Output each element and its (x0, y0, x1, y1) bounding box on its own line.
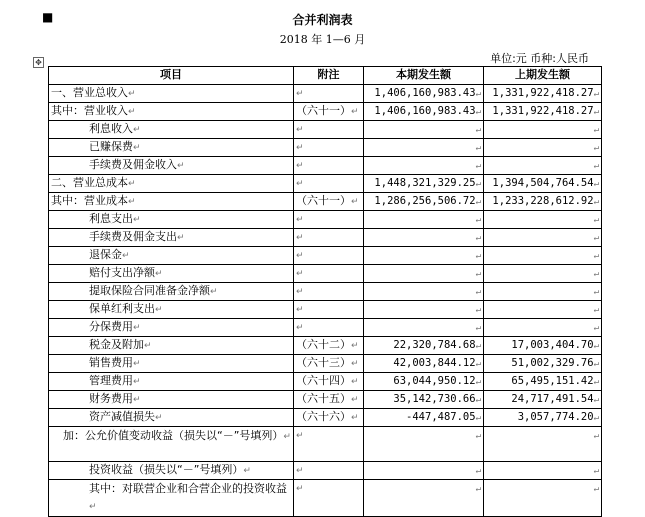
table-header-row (49, 67, 602, 85)
row-current-amount-cell[interactable] (364, 373, 484, 391)
paragraph-mark-icon: ↵ (351, 395, 359, 405)
row-item-cell[interactable] (49, 373, 294, 391)
cell-text: 税金及附加 (89, 338, 144, 351)
cell-text: 1,394,504,764.54 (492, 177, 594, 189)
paragraph-mark-icon: ↵ (155, 269, 163, 279)
row-note-cell[interactable] (294, 157, 364, 175)
row-item-cell[interactable] (49, 391, 294, 409)
table-row (49, 175, 602, 193)
paragraph-mark-icon: ↵ (155, 305, 163, 315)
paragraph-mark-icon: ↵ (475, 125, 481, 135)
cell-text: 其中：营业成本 (51, 194, 128, 207)
row-prior-amount-cell[interactable] (484, 211, 602, 229)
cell-text: （六十四） (296, 374, 351, 387)
income-statement-table (48, 66, 602, 517)
row-item-cell[interactable] (49, 175, 294, 193)
row-prior-amount-cell[interactable] (484, 409, 602, 427)
row-note-cell[interactable] (294, 103, 364, 121)
row-item-cell[interactable] (49, 355, 294, 373)
paragraph-mark-icon: ↵ (296, 484, 304, 494)
paragraph-mark-icon: ↵ (593, 359, 599, 369)
paragraph-mark-icon: ↵ (475, 269, 481, 279)
paragraph-mark-icon: ↵ (593, 484, 599, 494)
row-note-cell[interactable] (294, 373, 364, 391)
row-item-cell[interactable] (49, 462, 294, 480)
paragraph-mark-icon: ↵ (133, 323, 141, 333)
row-prior-amount-cell[interactable] (484, 462, 602, 480)
paragraph-mark-icon: ↵ (128, 197, 136, 207)
paragraph-mark-icon: ↵ (475, 341, 481, 351)
paragraph-mark-icon: ↵ (475, 251, 481, 261)
row-item-cell[interactable] (49, 121, 294, 139)
row-current-amount-cell[interactable] (364, 283, 484, 301)
paragraph-mark-icon: ↵ (155, 413, 163, 423)
header-item: 项目 (49, 67, 294, 85)
paragraph-mark-icon: ↵ (351, 359, 359, 369)
table-row (49, 355, 602, 373)
cell-text: 35,142,730.66 (393, 393, 476, 405)
paragraph-mark-icon: ↵ (475, 143, 481, 153)
row-prior-amount-cell[interactable] (484, 337, 602, 355)
table-row (49, 337, 602, 355)
cell-text: 资产减值损失 (89, 410, 155, 423)
paragraph-mark-icon: ↵ (296, 287, 304, 297)
table-row (49, 103, 602, 121)
table-row (49, 301, 602, 319)
paragraph-mark-icon: ↵ (243, 466, 251, 476)
paragraph-mark-icon: ↵ (593, 269, 599, 279)
table-row (49, 247, 602, 265)
paragraph-mark-icon: ↵ (296, 143, 304, 153)
paragraph-mark-icon: ↵ (210, 287, 218, 297)
row-prior-amount-cell[interactable] (484, 175, 602, 193)
row-current-amount-cell[interactable] (364, 391, 484, 409)
paragraph-mark-icon: ↵ (128, 107, 136, 117)
paragraph-mark-icon: ↵ (177, 161, 185, 171)
paragraph-mark-icon: ↵ (475, 107, 481, 117)
table-row (49, 373, 602, 391)
paragraph-mark-icon: ↵ (593, 251, 599, 261)
table-move-handle-icon[interactable]: ✥ (33, 57, 44, 68)
paragraph-mark-icon: ↵ (133, 143, 141, 153)
cell-text: 二、营业总成本 (51, 176, 128, 189)
row-item-cell[interactable] (49, 139, 294, 157)
cell-text: （六十三） (296, 356, 351, 369)
table-body (49, 85, 602, 517)
row-item-cell[interactable] (49, 85, 294, 103)
row-current-amount-cell[interactable] (364, 462, 484, 480)
paragraph-mark-icon: ↵ (144, 341, 152, 351)
bullet-icon: ■ (42, 10, 54, 24)
cell-text: -447,487.05 (406, 411, 476, 423)
row-prior-amount-cell[interactable] (484, 427, 602, 462)
cell-text: 利息支出 (89, 212, 133, 225)
row-prior-amount-cell[interactable] (484, 391, 602, 409)
row-prior-amount-cell[interactable] (484, 121, 602, 139)
row-current-amount-cell[interactable] (364, 121, 484, 139)
cell-text: （六十五） (296, 392, 351, 405)
paragraph-mark-icon: ↵ (296, 466, 304, 476)
row-current-amount-cell[interactable] (364, 193, 484, 211)
row-prior-amount-cell[interactable] (484, 373, 602, 391)
row-current-amount-cell[interactable] (364, 229, 484, 247)
row-note-cell[interactable] (294, 391, 364, 409)
paragraph-mark-icon: ↵ (89, 502, 97, 512)
paragraph-mark-icon: ↵ (593, 143, 599, 153)
row-current-amount-cell[interactable] (364, 409, 484, 427)
header-prior-period: 上期发生额 (484, 67, 602, 85)
paragraph-mark-icon: ↵ (475, 323, 481, 333)
row-note-cell[interactable] (294, 480, 364, 517)
cell-text: 其中：营业收入 (51, 104, 128, 117)
cell-text: 销售费用 (89, 356, 133, 369)
cell-text: 1,331,922,418.27 (492, 105, 594, 117)
paragraph-mark-icon: ↵ (475, 287, 481, 297)
report-period: 2018 年 1—6 月 (279, 33, 366, 46)
row-note-cell[interactable] (294, 247, 364, 265)
row-prior-amount-cell[interactable] (484, 229, 602, 247)
paragraph-mark-icon: ↵ (593, 395, 599, 405)
row-prior-amount-cell[interactable] (484, 265, 602, 283)
row-note-cell[interactable] (294, 301, 364, 319)
table-row (49, 139, 602, 157)
row-current-amount-cell[interactable] (364, 103, 484, 121)
paragraph-mark-icon: ↵ (296, 323, 304, 333)
cell-text: 投资收益（损失以“－”号填列） (89, 463, 244, 476)
row-current-amount-cell[interactable] (364, 211, 484, 229)
cell-text: 提取保险合同准备金净额 (89, 284, 210, 297)
paragraph-mark-icon: ↵ (133, 377, 141, 387)
paragraph-mark-icon: ↵ (296, 161, 304, 171)
paragraph-mark-icon: ↵ (593, 125, 599, 135)
paragraph-mark-icon: ↵ (593, 466, 599, 476)
table-row (49, 427, 602, 462)
paragraph-mark-icon: ↵ (296, 179, 304, 189)
paragraph-mark-icon: ↵ (128, 89, 136, 99)
paragraph-mark-icon: ↵ (593, 431, 599, 441)
row-prior-amount-cell[interactable] (484, 139, 602, 157)
row-note-cell[interactable] (294, 85, 364, 103)
cell-text: 63,044,950.12 (393, 375, 476, 387)
row-prior-amount-cell[interactable] (484, 301, 602, 319)
paragraph-mark-icon: ↵ (475, 413, 481, 423)
row-current-amount-cell[interactable] (364, 139, 484, 157)
paragraph-mark-icon: ↵ (351, 341, 359, 351)
table-row (49, 265, 602, 283)
cell-text: 已赚保费 (89, 140, 133, 153)
paragraph-mark-icon: ↵ (593, 413, 599, 423)
report-title: 合并利润表 (292, 13, 353, 27)
row-current-amount-cell[interactable] (364, 319, 484, 337)
paragraph-mark-icon: ↵ (296, 215, 304, 225)
paragraph-mark-icon: ↵ (475, 377, 481, 387)
cell-text: 保单红利支出 (89, 302, 155, 315)
cell-text: 利息收入 (89, 122, 133, 135)
paragraph-mark-icon: ↵ (475, 359, 481, 369)
paragraph-mark-icon: ↵ (283, 432, 291, 442)
paragraph-mark-icon: ↵ (593, 323, 599, 333)
row-note-cell[interactable] (294, 319, 364, 337)
cell-text: 1,406,160,983.43 (374, 105, 476, 117)
cell-text: 加：公允价值变动收益（损失以“－”号填列） (63, 429, 284, 442)
cell-text: 65,495,151.42 (511, 375, 594, 387)
cell-text: 1,331,922,418.27 (492, 87, 594, 99)
row-current-amount-cell[interactable] (364, 301, 484, 319)
paragraph-mark-icon: ↵ (593, 107, 599, 117)
row-item-cell[interactable] (49, 409, 294, 427)
row-current-amount-cell[interactable] (364, 157, 484, 175)
paragraph-mark-icon: ↵ (593, 197, 599, 207)
paragraph-mark-icon: ↵ (296, 89, 304, 99)
row-item-cell[interactable] (49, 337, 294, 355)
paragraph-mark-icon: ↵ (351, 197, 359, 207)
row-item-cell[interactable] (49, 265, 294, 283)
row-note-cell[interactable] (294, 427, 364, 462)
cell-text: 其中：对联营企业和合营企业的投资收益 (89, 482, 287, 495)
row-note-cell[interactable] (294, 139, 364, 157)
header-current-period: 本期发生额 (364, 67, 484, 85)
paragraph-mark-icon: ↵ (593, 161, 599, 171)
row-item-cell[interactable] (49, 319, 294, 337)
paragraph-mark-icon: ↵ (296, 269, 304, 279)
paragraph-mark-icon: ↵ (475, 161, 481, 171)
cell-text: 17,003,404.70 (511, 339, 594, 351)
cell-text: 3,057,774.20 (517, 411, 594, 423)
paragraph-mark-icon: ↵ (133, 125, 141, 135)
table-row (49, 319, 602, 337)
row-prior-amount-cell[interactable] (484, 319, 602, 337)
row-note-cell[interactable] (294, 462, 364, 480)
paragraph-mark-icon: ↵ (296, 233, 304, 243)
cell-text: 手续费及佣金收入 (89, 158, 177, 171)
row-prior-amount-cell[interactable] (484, 85, 602, 103)
paragraph-mark-icon: ↵ (128, 179, 136, 189)
paragraph-mark-icon: ↵ (593, 233, 599, 243)
cell-text: （六十一） (296, 104, 351, 117)
row-item-cell[interactable] (49, 193, 294, 211)
paragraph-mark-icon: ↵ (133, 395, 141, 405)
row-prior-amount-cell[interactable] (484, 103, 602, 121)
cell-text: 1,233,228,612.92 (492, 195, 594, 207)
paragraph-mark-icon: ↵ (475, 466, 481, 476)
row-note-cell[interactable] (294, 283, 364, 301)
row-note-cell[interactable] (294, 265, 364, 283)
paragraph-mark-icon: ↵ (475, 233, 481, 243)
row-item-cell[interactable] (49, 103, 294, 121)
table-row (49, 391, 602, 409)
table-row (49, 193, 602, 211)
header-note: 附注 (294, 67, 364, 85)
row-item-cell[interactable] (49, 229, 294, 247)
row-current-amount-cell[interactable] (364, 355, 484, 373)
row-note-cell[interactable] (294, 229, 364, 247)
paragraph-mark-icon: ↵ (133, 215, 141, 225)
row-item-cell[interactable] (49, 301, 294, 319)
row-note-cell[interactable] (294, 175, 364, 193)
row-item-cell[interactable] (49, 480, 294, 517)
paragraph-mark-icon: ↵ (122, 251, 130, 261)
row-item-cell[interactable] (49, 157, 294, 175)
cell-text: 24,717,491.54 (511, 393, 594, 405)
table-row (49, 409, 602, 427)
row-current-amount-cell[interactable] (364, 85, 484, 103)
row-current-amount-cell[interactable] (364, 265, 484, 283)
paragraph-mark-icon: ↵ (296, 431, 304, 441)
paragraph-mark-icon: ↵ (593, 341, 599, 351)
row-prior-amount-cell[interactable] (484, 480, 602, 517)
cell-text: 42,003,844.12 (393, 357, 476, 369)
table-row (49, 211, 602, 229)
paragraph-mark-icon: ↵ (475, 179, 481, 189)
cell-text: 手续费及佣金支出 (89, 230, 177, 243)
cell-text: 分保费用 (89, 320, 133, 333)
paragraph-mark-icon: ↵ (475, 215, 481, 225)
table-row (49, 121, 602, 139)
row-current-amount-cell[interactable] (364, 247, 484, 265)
paragraph-mark-icon: ↵ (296, 305, 304, 315)
table-row (49, 229, 602, 247)
paragraph-mark-icon: ↵ (475, 431, 481, 441)
paragraph-mark-icon: ↵ (177, 233, 185, 243)
table-row (49, 283, 602, 301)
paragraph-mark-icon: ↵ (593, 89, 599, 99)
cell-text: 一、营业总收入 (51, 86, 128, 99)
paragraph-mark-icon: ↵ (593, 287, 599, 297)
row-current-amount-cell[interactable] (364, 337, 484, 355)
cell-text: （六十一） (296, 194, 351, 207)
cell-text: （六十二） (296, 338, 351, 351)
cell-text: 51,002,329.76 (511, 357, 594, 369)
table-row (49, 85, 602, 103)
row-item-cell[interactable] (49, 427, 294, 462)
cell-text: 赔付支出净额 (89, 266, 155, 279)
row-current-amount-cell[interactable] (364, 480, 484, 517)
paragraph-mark-icon: ↵ (475, 197, 481, 207)
paragraph-mark-icon: ↵ (475, 484, 481, 494)
row-note-cell[interactable] (294, 409, 364, 427)
row-item-cell[interactable] (49, 211, 294, 229)
paragraph-mark-icon: ↵ (593, 215, 599, 225)
cell-text: 1,406,160,983.43 (374, 87, 476, 99)
row-note-cell[interactable] (294, 337, 364, 355)
row-item-cell[interactable] (49, 283, 294, 301)
paragraph-mark-icon: ↵ (475, 89, 481, 99)
row-current-amount-cell[interactable] (364, 175, 484, 193)
paragraph-mark-icon: ↵ (296, 251, 304, 261)
cell-text: （六十六） (296, 410, 351, 423)
cell-text: 管理费用 (89, 374, 133, 387)
cell-text: 1,286,256,506.72 (374, 195, 476, 207)
table-row (49, 462, 602, 480)
cell-text: 22,320,784.68 (393, 339, 476, 351)
row-prior-amount-cell[interactable] (484, 355, 602, 373)
table-row (49, 157, 602, 175)
row-note-cell[interactable] (294, 121, 364, 139)
row-prior-amount-cell[interactable] (484, 247, 602, 265)
paragraph-mark-icon: ↵ (296, 125, 304, 135)
row-prior-amount-cell[interactable] (484, 193, 602, 211)
paragraph-mark-icon: ↵ (351, 107, 359, 117)
row-prior-amount-cell[interactable] (484, 157, 602, 175)
row-current-amount-cell[interactable] (364, 427, 484, 462)
paragraph-mark-icon: ↵ (593, 179, 599, 189)
paragraph-mark-icon: ↵ (475, 305, 481, 315)
row-note-cell[interactable] (294, 355, 364, 373)
paragraph-mark-icon: ↵ (351, 377, 359, 387)
paragraph-mark-icon: ↵ (351, 413, 359, 423)
cell-text: 1,448,321,329.25 (374, 177, 476, 189)
cell-text: 财务费用 (89, 392, 133, 405)
row-item-cell[interactable] (49, 247, 294, 265)
cell-text: 退保金 (89, 248, 122, 261)
row-note-cell[interactable] (294, 211, 364, 229)
paragraph-mark-icon: ↵ (475, 395, 481, 405)
paragraph-mark-icon: ↵ (593, 305, 599, 315)
table-row (49, 480, 602, 517)
row-prior-amount-cell[interactable] (484, 283, 602, 301)
currency-unit: 单位:元 币种:人民币 (490, 52, 589, 65)
row-note-cell[interactable] (294, 193, 364, 211)
paragraph-mark-icon: ↵ (593, 377, 599, 387)
paragraph-mark-icon: ↵ (133, 359, 141, 369)
